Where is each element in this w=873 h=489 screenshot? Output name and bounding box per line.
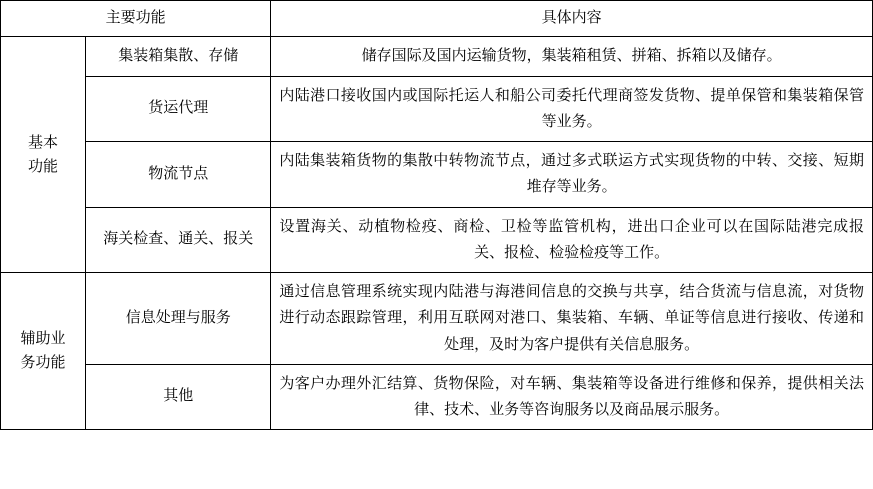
table-row — [1, 273, 873, 365]
header-main-function: 主要功能 — [1, 1, 271, 37]
table-row — [1, 207, 873, 273]
function-name: 信息处理与服务 — [86, 273, 271, 365]
function-name: 其他 — [86, 364, 271, 430]
group-label-auxiliary — [1, 273, 86, 430]
function-name: 物流节点 — [86, 142, 271, 208]
function-description: 内陆集装箱货物的集散中转物流节点，通过多式联运方式实现货物的中转、交接、短期堆存等业务。 — [271, 142, 873, 208]
group-label-line: 务功能 — [20, 355, 66, 372]
function-description: 设置海关、动植物检疫、商检、卫检等监管机构，进出口企业可以在国际陆港完成报关、报检、检验检疫等工作。 — [271, 207, 873, 273]
table-row — [1, 37, 873, 76]
table-header — [1, 1, 873, 37]
group-label-line: 辅助业 — [20, 331, 66, 348]
group-label-line: 基本 — [28, 134, 59, 151]
function-description: 储存国际及国内运输货物，集装箱租赁、拼箱、拆箱以及储存。 — [271, 37, 873, 76]
function-name: 货运代理 — [86, 76, 271, 142]
function-description: 为客户办理外汇结算、货物保险，对车辆、集装箱等设备进行维修和保养，提供相关法律、技术、业务等咨询服务以及商品展示服务。 — [271, 364, 873, 430]
table-row — [1, 364, 873, 430]
table-row — [1, 76, 873, 142]
table-body — [1, 37, 873, 430]
header-detail-content: 具体内容 — [271, 1, 873, 37]
group-label-line: 功能 — [28, 158, 59, 175]
table-header-row — [1, 1, 873, 37]
function-description: 内陆港口接收国内或国际托运人和船公司委托代理商签发货物、提单保管和集装箱保管等业务。 — [271, 76, 873, 142]
group-label-basic — [1, 37, 86, 273]
function-name: 集装箱集散、存储 — [86, 37, 271, 76]
table-row — [1, 142, 873, 208]
function-description: 通过信息管理系统实现内陆港与海港间信息的交换与共享，结合货流与信息流，对货物进行动态跟踪管理，利用互联网对港口、集装箱、车辆、单证等信息进行接收、传递和处理，及时为客户提供有关信息服务。 — [271, 273, 873, 365]
function-name: 海关检查、通关、报关 — [86, 207, 271, 273]
